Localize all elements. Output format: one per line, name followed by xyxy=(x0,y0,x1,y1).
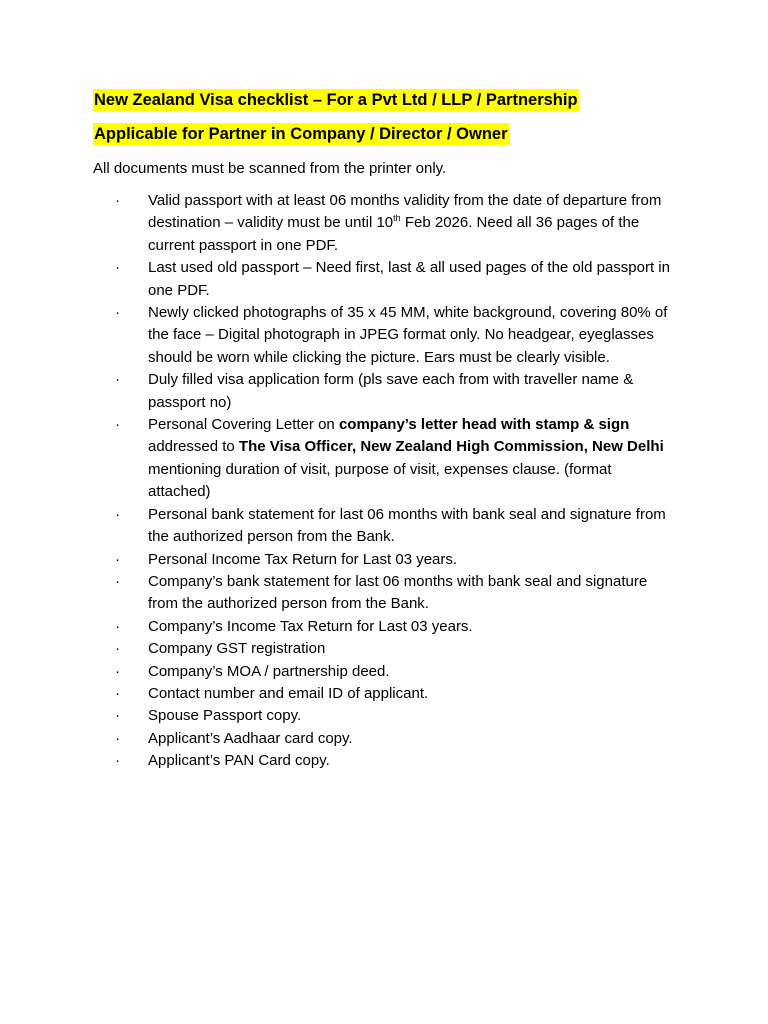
checklist-item xyxy=(0,549,678,571)
text-segment: Company’s MOA / partnership deed. xyxy=(148,662,390,680)
checklist-item-text xyxy=(148,707,301,724)
checklist xyxy=(0,190,768,773)
document-title: New Zealand Visa checklist – For a Pvt Ltd / LLP / Partnership xyxy=(94,91,578,109)
text-segment: Applicant’s Aadhaar card copy. xyxy=(148,729,353,747)
checklist-item xyxy=(0,750,678,772)
checklist-item-text xyxy=(148,685,428,702)
bullet-icon: · xyxy=(115,505,120,523)
bullet-icon: · xyxy=(115,617,120,635)
checklist-item-text xyxy=(148,551,457,568)
checklist-item-text xyxy=(148,663,390,680)
intro-text: All documents must be scanned from the printer only. xyxy=(93,160,447,177)
checklist-item xyxy=(0,302,678,369)
checklist-item xyxy=(0,369,678,414)
document-subtitle: Applicable for Partner in Company / Director / Owner xyxy=(94,125,508,143)
text-segment: Company’s bank statement for last 06 months with bank seal and signature from the authorized person from the Bank. xyxy=(148,572,648,613)
checklist-item xyxy=(0,257,678,302)
checklist-item-text xyxy=(148,304,667,366)
bullet-icon: · xyxy=(115,259,120,277)
checklist-item xyxy=(0,728,678,750)
checklist-item-text xyxy=(148,730,353,747)
text-segment: Company GST registration xyxy=(148,640,326,658)
checklist-item-text xyxy=(148,416,664,500)
checklist-item xyxy=(0,190,678,257)
bullet-icon: · xyxy=(115,416,120,434)
text-segment: Feb 2026. Need all 36 pages of the current passport in one PDF. xyxy=(148,214,640,254)
checklist-item xyxy=(0,414,678,504)
text-segment: Personal bank statement for last 06 months with bank seal and signature from the authorized person from the Bank. xyxy=(148,505,666,546)
bullet-icon: · xyxy=(115,640,120,658)
text-segment: Contact number and email ID of applicant. xyxy=(148,684,429,702)
bullet-icon: · xyxy=(115,752,120,770)
checklist-item xyxy=(0,683,678,705)
checklist-item xyxy=(0,571,678,616)
bullet-icon: · xyxy=(115,304,120,322)
checklist-item xyxy=(0,616,678,638)
text-segment: addressed to xyxy=(148,438,239,456)
bullet-icon: · xyxy=(115,707,120,725)
checklist-item xyxy=(0,638,678,660)
bullet-icon: · xyxy=(115,684,120,702)
bullet-icon: · xyxy=(115,371,120,389)
bold-text: The Visa Officer, New Zealand High Commission, New Delhi xyxy=(238,438,664,456)
text-segment: Newly clicked photographs of 35 x 45 MM, white background, covering 80% of the face – Digital photograph in JPEG format only. No headgear, eyeglasses should be worn while clicking the picture. Ears must be clearly visible. xyxy=(148,304,668,366)
checklist-item-text xyxy=(148,371,633,410)
text-segment: Valid passport with at least 06 months validity from the date of departure from destination – validity must be until 10 xyxy=(148,192,662,232)
text-segment: Duly filled visa application form (pls save each from with traveller name & passport no) xyxy=(148,371,634,411)
text-segment: mentioning duration of visit, purpose of visit, expenses clause. (format attached) xyxy=(148,460,612,501)
bullet-icon: · xyxy=(115,550,120,568)
checklist-item-text xyxy=(148,259,670,298)
bullet-icon: · xyxy=(115,192,120,209)
checklist-item-text xyxy=(148,752,330,769)
checklist-item-text xyxy=(148,573,647,612)
bold-text: company’s letter head with stamp & sign xyxy=(338,416,630,434)
text-segment: Company’s Income Tax Return for Last 03 years. xyxy=(148,617,473,635)
checklist-item-text xyxy=(148,640,325,657)
text-segment: Applicant’s PAN Card copy. xyxy=(148,752,330,770)
superscript-text: th xyxy=(393,213,401,224)
checklist-item-text xyxy=(148,506,666,545)
checklist-item xyxy=(0,504,678,549)
text-segment: Spouse Passport copy. xyxy=(148,707,302,725)
text-segment: Personal Income Tax Return for Last 03 years. xyxy=(148,550,458,568)
checklist-item xyxy=(0,705,678,727)
checklist-item-text xyxy=(148,618,473,635)
bullet-icon: · xyxy=(115,572,120,590)
checklist-item-text xyxy=(148,192,661,254)
checklist-item xyxy=(0,661,678,683)
bullet-icon: · xyxy=(115,662,120,680)
text-segment: Last used old passport – Need first, last & all used pages of the old passport in one PDF. xyxy=(148,259,670,299)
text-segment: Personal Covering Letter on xyxy=(148,416,339,434)
bullet-icon: · xyxy=(115,729,120,747)
